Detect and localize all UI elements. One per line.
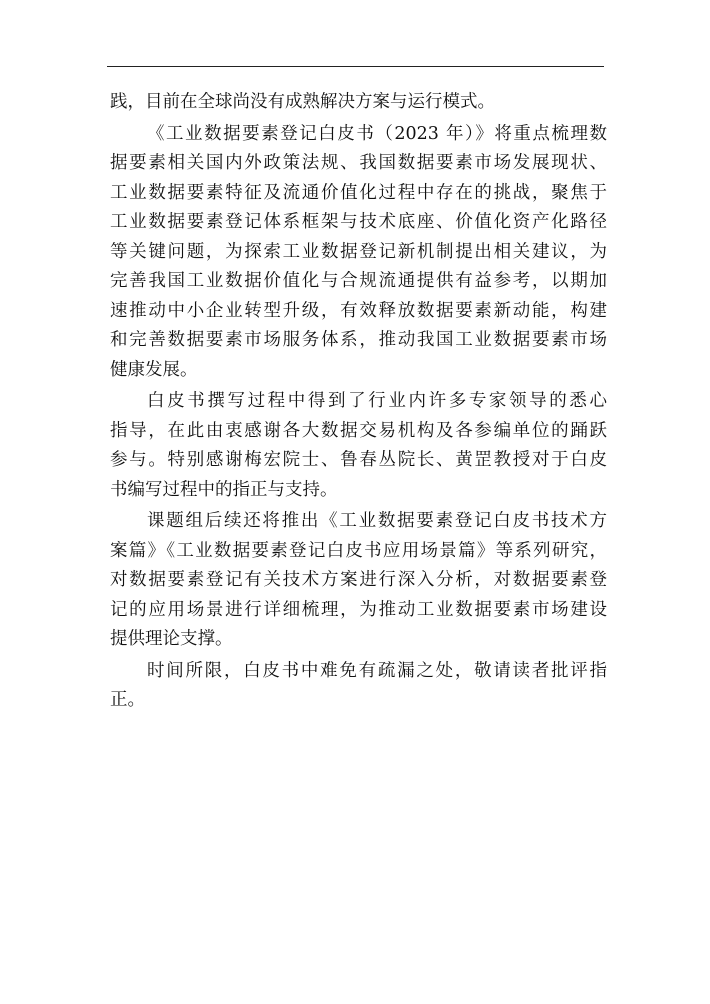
text-line: 对数据要素登记有关技术方案进行深入分析，对数据要素登 — [110, 570, 607, 590]
text-line: 践，目前在全球尚没有成熟解决方案与运行模式。 — [110, 92, 495, 112]
text-line: 完善我国工业数据价值化与合规流通提供有益参考，以期加 — [110, 271, 607, 291]
paragraph-closing — [110, 657, 607, 716]
text-line: 工业数据要素特征及流通价值化过程中存在的挑战，聚焦于 — [110, 182, 607, 203]
text-line: 书编写过程中的指正与支持。 — [110, 479, 338, 500]
text-line: 健康发展。 — [110, 359, 198, 380]
text-line: 案篇》《工业数据要素登记白皮书应用场景篇》等系列研究， — [110, 540, 607, 561]
paragraph-future-work — [110, 507, 607, 655]
text-line: 提供理论支撑。 — [110, 629, 233, 649]
text-line: 据要素相关国内外政策法规、我国数据要素市场发展现状、 — [110, 153, 607, 173]
text-line: 工业数据要素登记体系框架与技术底座、价值化资产化路径 — [110, 212, 607, 232]
text-line: 参与。特别感谢梅宏院士、鲁春丛院长、黄罡教授对于白皮 — [110, 450, 607, 470]
paragraph-overview — [110, 120, 607, 386]
text-line: 《工业数据要素登记白皮书（2023 年）》将重点梳理数 — [147, 123, 607, 144]
text-line: 等关键问题，为探索工业数据登记新机制提出相关建议，为 — [110, 241, 607, 262]
body-text — [110, 88, 607, 718]
text-line: 正。 — [110, 690, 145, 710]
paragraph-continuation — [110, 88, 607, 118]
text-line: 课题组后续还将推出《工业数据要素登记白皮书技术方 — [147, 511, 607, 531]
text-line: 白皮书撰写过程中得到了行业内许多专家领导的悉心 — [147, 391, 607, 411]
text-line: 指导，在此由衷感谢各大数据交易机构及各参编单位的踊跃 — [110, 420, 607, 441]
text-line: 时间所限，白皮书中难免有疏漏之处，敬请读者批评指 — [147, 660, 607, 681]
header-rule — [107, 66, 604, 67]
text-line: 记的应用场景进行详细梳理，为推动工业数据要素市场建设 — [110, 599, 607, 620]
paragraph-acknowledgements — [110, 387, 607, 505]
text-line: 和完善数据要素市场服务体系，推动我国工业数据要素市场 — [110, 330, 607, 350]
text-line: 速推动中小企业转型升级，有效释放数据要素新动能，构建 — [110, 300, 607, 321]
